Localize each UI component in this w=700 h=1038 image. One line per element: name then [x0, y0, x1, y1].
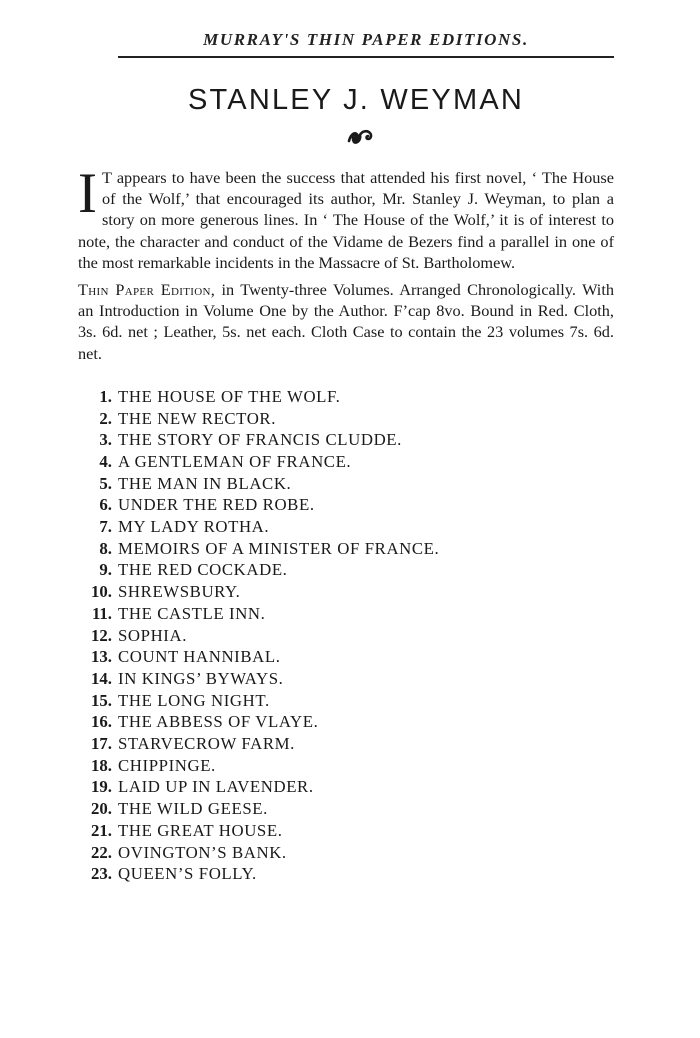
list-item [78, 559, 614, 581]
volume-number: 19. [91, 777, 112, 797]
edition-paragraph [78, 279, 614, 364]
volume-title: SHREWSBURY. [118, 582, 241, 602]
volume-number: 2. [99, 408, 112, 428]
list-item [78, 625, 614, 647]
list-item [78, 668, 614, 690]
list-item [78, 538, 614, 560]
volume-number: 9. [99, 560, 112, 580]
list-item [78, 798, 614, 820]
volume-number: 6. [99, 495, 112, 515]
volume-title: LAID UP IN LAVENDER. [118, 777, 314, 797]
list-item [78, 711, 614, 733]
list-item [78, 842, 614, 864]
volume-number: 23. [91, 864, 112, 884]
volume-title: OVINGTON’S BANK. [118, 842, 287, 862]
volume-number: 14. [91, 668, 112, 688]
list-item [78, 755, 614, 777]
volume-number: 22. [91, 842, 112, 862]
series-header: MURRAY'S THIN PAPER EDITIONS. [203, 30, 529, 49]
list-item [78, 451, 614, 473]
intro-paragraph [78, 162, 614, 273]
volume-number: 10. [91, 582, 112, 602]
list-item [78, 429, 614, 451]
volume-title: SOPHIA. [118, 625, 188, 645]
edition-text: in Twenty-three Volumes. Arranged Chronologically. With an Introduction in Volume One by the Author. F’cap 8vo. Bound in Red. Cloth, 3s. 6d. net ; Leather, 5s. net each. Cloth Case to contain the 23 volumes 7s. 6d. net. [78, 280, 614, 363]
volume-title: THE NEW RECTOR. [118, 408, 277, 428]
volume-number: 21. [91, 820, 112, 840]
header-rule [118, 56, 614, 58]
list-item [78, 386, 614, 408]
volume-title: THE CASTLE INN. [118, 603, 266, 623]
list-item [78, 646, 614, 668]
volume-title: CHIPPINGE. [118, 755, 216, 775]
volume-number: 1. [99, 386, 112, 406]
list-item [78, 581, 614, 603]
volume-title: MY LADY ROTHA. [118, 517, 270, 537]
volume-number: 16. [91, 712, 112, 732]
volume-title: THE MAN IN BLACK. [118, 473, 292, 493]
volume-title: COUNT HANNIBAL. [118, 647, 281, 667]
volume-title: A GENTLEMAN OF FRANCE. [118, 451, 352, 471]
drop-cap: I [78, 162, 97, 225]
volume-title: THE GREAT HOUSE. [118, 820, 283, 840]
volume-title: MEMOIRS OF A MINISTER OF FRANCE. [118, 538, 440, 558]
volume-number: 12. [91, 625, 112, 645]
volume-number: 5. [99, 473, 112, 493]
volume-title: THE WILD GEESE. [118, 799, 268, 819]
list-item [78, 820, 614, 842]
volume-number: 20. [91, 799, 112, 819]
list-item [78, 516, 614, 538]
list-item [78, 473, 614, 495]
volume-title: STARVECROW FARM. [118, 734, 295, 754]
volume-number: 4. [99, 451, 112, 471]
volume-number: 11. [91, 603, 112, 623]
author-heading: STANLEY J. WEYMAN [187, 84, 525, 116]
volume-title: IN KINGS’ BYWAYS. [118, 668, 284, 688]
edition-label: Thin Paper Edition, [78, 280, 216, 300]
volume-number: 18. [91, 755, 112, 775]
volume-title: THE ABBESS OF VLAYE. [118, 712, 319, 732]
volume-number: 13. [91, 647, 112, 667]
fleuron-icon [78, 127, 614, 149]
volume-number: 3. [99, 430, 112, 450]
volume-number: 8. [99, 538, 112, 558]
list-item [78, 603, 614, 625]
list-item [78, 733, 614, 755]
list-item [78, 863, 614, 885]
volume-title: THE LONG NIGHT. [118, 690, 270, 710]
list-item [78, 408, 614, 430]
volume-number: 15. [91, 690, 112, 710]
advertisement-page [78, 0, 614, 885]
intro-text: T appears to have been the success that attended his first novel, ‘ The House of the Wolf,’ that encouraged its author, Mr. Stanley J. Weyman, to plan a story on more generous lines. In ‘ The House of the Wolf,’ it is of interest to note, the character and conduct of the Vidame de Bezers find a parallel in one of the most remarkable incidents in the Massacre of St. Bartholomew. [78, 168, 614, 272]
volume-number: 7. [99, 517, 112, 537]
volume-title: QUEEN’S FOLLY. [118, 864, 257, 884]
volume-title: UNDER THE RED ROBE. [118, 495, 315, 515]
list-item [78, 776, 614, 798]
list-item [78, 690, 614, 712]
volume-title: THE RED COCKADE. [118, 560, 288, 580]
volume-number: 17. [91, 734, 112, 754]
volume-list [78, 386, 614, 885]
list-item [78, 494, 614, 516]
volume-title: THE STORY OF FRANCIS CLUDDE. [118, 430, 402, 450]
volume-title: THE HOUSE OF THE WOLF. [118, 386, 341, 406]
